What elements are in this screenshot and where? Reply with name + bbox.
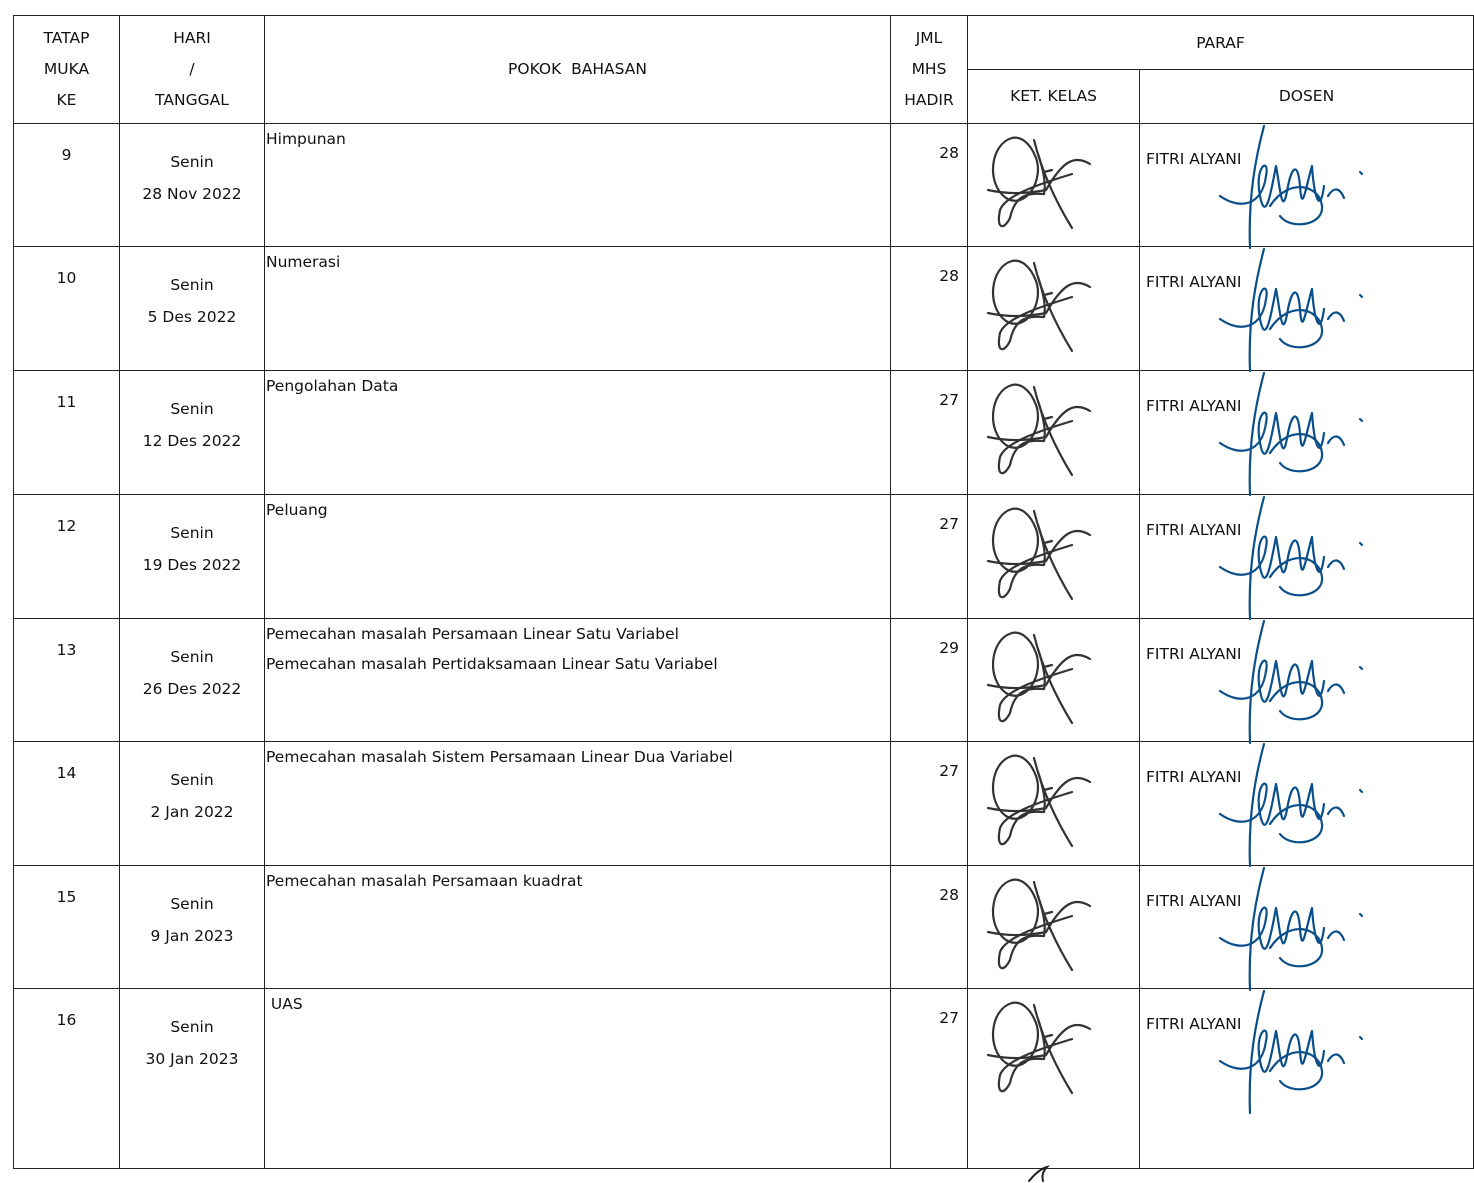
- table-row: [14, 619, 1474, 742]
- meeting-date-cell: [120, 495, 265, 619]
- meeting-date: 5 Des 2022: [147, 308, 237, 326]
- topic-cell: [265, 247, 891, 371]
- meeting-day: Senin: [170, 771, 214, 789]
- table-row: [14, 866, 1474, 989]
- meeting-number: 9: [14, 124, 120, 247]
- topic-line: Pemecahan masalah Persamaan Linear Satu Variabel: [266, 625, 679, 643]
- lecturer-cell: [1140, 371, 1474, 495]
- lecturer-name: FITRI ALYANI: [1146, 521, 1242, 539]
- meeting-date: 28 Nov 2022: [142, 185, 242, 203]
- meeting-date-cell: [120, 247, 265, 371]
- attendance-count: 27: [891, 989, 968, 1169]
- topic-line: Numerasi: [266, 253, 341, 271]
- class-rep-signature: [986, 874, 1096, 974]
- meeting-number: 13: [14, 619, 120, 742]
- topic-line: Pengolahan Data: [266, 377, 399, 395]
- meeting-date: 30 Jan 2023: [145, 1050, 239, 1068]
- lecturer-cell: [1140, 124, 1474, 247]
- meeting-day: Senin: [170, 524, 214, 542]
- meeting-number: 12: [14, 495, 120, 619]
- attendance-count: 27: [891, 742, 968, 866]
- class-rep-signature: [986, 997, 1096, 1097]
- header-jml-line-1: JML: [915, 29, 943, 47]
- header-tatap-line-1: TATAP: [43, 29, 90, 47]
- attendance-count: 28: [891, 247, 968, 371]
- lecturer-name: FITRI ALYANI: [1146, 1015, 1242, 1033]
- header-dosen: DOSEN: [1140, 70, 1474, 124]
- table-row: [14, 742, 1474, 866]
- table-row: [14, 124, 1474, 247]
- meeting-date-cell: [120, 371, 265, 495]
- header-tatap-muka: [14, 16, 120, 124]
- meeting-number: 16: [14, 989, 120, 1169]
- topic-cell: [265, 619, 891, 742]
- lecturer-signature: [1210, 249, 1440, 371]
- lecturer-signature: [1210, 744, 1440, 866]
- meeting-day: Senin: [170, 153, 214, 171]
- meeting-date-cell: [120, 742, 265, 866]
- lecturer-cell: [1140, 247, 1474, 371]
- meeting-date: 19 Des 2022: [142, 556, 242, 574]
- topic-cell: [265, 866, 891, 989]
- header-ket-kelas: KET. KELAS: [968, 70, 1140, 124]
- class-rep-signature: [986, 503, 1096, 603]
- lecturer-name: FITRI ALYANI: [1146, 768, 1242, 786]
- class-rep-cell: [968, 371, 1140, 495]
- class-rep-cell: [968, 247, 1140, 371]
- lecturer-signature: [1210, 621, 1440, 743]
- class-rep-signature: [986, 132, 1096, 232]
- lecturer-cell: [1140, 495, 1474, 619]
- topic-cell: [265, 371, 891, 495]
- meeting-number: 10: [14, 247, 120, 371]
- header-jml-mhs-hadir: [891, 16, 968, 124]
- lecturer-cell: [1140, 989, 1474, 1169]
- lecturer-signature: [1210, 868, 1440, 990]
- class-rep-cell: [968, 619, 1140, 742]
- class-rep-cell: [968, 124, 1140, 247]
- attendance-count: 28: [891, 866, 968, 989]
- topic-line: Pemecahan masalah Pertidaksamaan Linear Satu Variabel: [266, 655, 718, 673]
- topic-cell: [265, 495, 891, 619]
- class-rep-signature: [986, 750, 1096, 850]
- attendance-count: 27: [891, 495, 968, 619]
- lecturer-signature: [1210, 991, 1440, 1113]
- meeting-day: Senin: [170, 648, 214, 666]
- class-rep-cell: [968, 495, 1140, 619]
- header-paraf: PARAF: [968, 16, 1474, 70]
- lecturer-name: FITRI ALYANI: [1146, 892, 1242, 910]
- lecturer-name: FITRI ALYANI: [1146, 645, 1242, 663]
- meeting-date-cell: [120, 619, 265, 742]
- table-row: [14, 989, 1474, 1169]
- header-pokok-bahasan: POKOK BAHASAN: [265, 16, 891, 124]
- class-rep-signature: [986, 627, 1096, 727]
- class-rep-cell: [968, 742, 1140, 866]
- topic-line: Himpunan: [266, 130, 346, 148]
- lecturer-name: FITRI ALYANI: [1146, 150, 1242, 168]
- meeting-day: Senin: [170, 1018, 214, 1036]
- lecturer-signature: [1210, 373, 1440, 495]
- class-rep-signature: [986, 255, 1096, 355]
- table-row: [14, 247, 1474, 371]
- header-hari-line-2: /: [189, 60, 195, 78]
- header-tatap-line-2: MUKA: [43, 60, 90, 78]
- table-row: [14, 371, 1474, 495]
- class-rep-cell: [968, 866, 1140, 989]
- lecturer-cell: [1140, 866, 1474, 989]
- meeting-date-cell: [120, 866, 265, 989]
- class-rep-cell: [968, 989, 1140, 1169]
- attendance-count: 27: [891, 371, 968, 495]
- meeting-date: 12 Des 2022: [142, 432, 242, 450]
- header-jml-line-3: HADIR: [904, 91, 954, 109]
- topic-line: Pemecahan masalah Sistem Persamaan Linear Dua Variabel: [266, 748, 733, 766]
- meeting-day: Senin: [170, 400, 214, 418]
- lecturer-name: FITRI ALYANI: [1146, 273, 1242, 291]
- attendance-count: 29: [891, 619, 968, 742]
- header-jml-line-2: MHS: [911, 60, 947, 78]
- attendance-table: [13, 15, 1474, 1169]
- header-hari-line-3: TANGGAL: [155, 91, 229, 109]
- class-rep-signature: [986, 379, 1096, 479]
- lecturer-cell: [1140, 742, 1474, 866]
- header-row-1: [14, 16, 1474, 70]
- topic-cell: [265, 742, 891, 866]
- header-tatap-line-3: KE: [56, 91, 77, 109]
- header-hari-tanggal: [120, 16, 265, 124]
- lecturer-signature: [1210, 497, 1440, 619]
- meeting-date: 2 Jan 2022: [150, 803, 234, 821]
- meeting-number: 11: [14, 371, 120, 495]
- lecturer-signature: [1210, 126, 1440, 248]
- topic-line: UAS: [266, 995, 303, 1013]
- meeting-number: 15: [14, 866, 120, 989]
- stray-pen-mark: [1027, 1163, 1057, 1183]
- meeting-number: 14: [14, 742, 120, 866]
- topic-cell: [265, 989, 891, 1169]
- topic-line: Peluang: [266, 501, 328, 519]
- meeting-day: Senin: [170, 895, 214, 913]
- topic-cell: [265, 124, 891, 247]
- attendance-count: 28: [891, 124, 968, 247]
- meeting-day: Senin: [170, 276, 214, 294]
- meeting-date-cell: [120, 124, 265, 247]
- lecturer-name: FITRI ALYANI: [1146, 397, 1242, 415]
- lecturer-cell: [1140, 619, 1474, 742]
- meeting-date: 26 Des 2022: [142, 680, 242, 698]
- attendance-rows: [14, 124, 1474, 1169]
- meeting-date: 9 Jan 2023: [150, 927, 234, 945]
- topic-line: Pemecahan masalah Persamaan kuadrat: [266, 872, 583, 890]
- table-row: [14, 495, 1474, 619]
- meeting-date-cell: [120, 989, 265, 1169]
- header-hari-line-1: HARI: [173, 29, 211, 47]
